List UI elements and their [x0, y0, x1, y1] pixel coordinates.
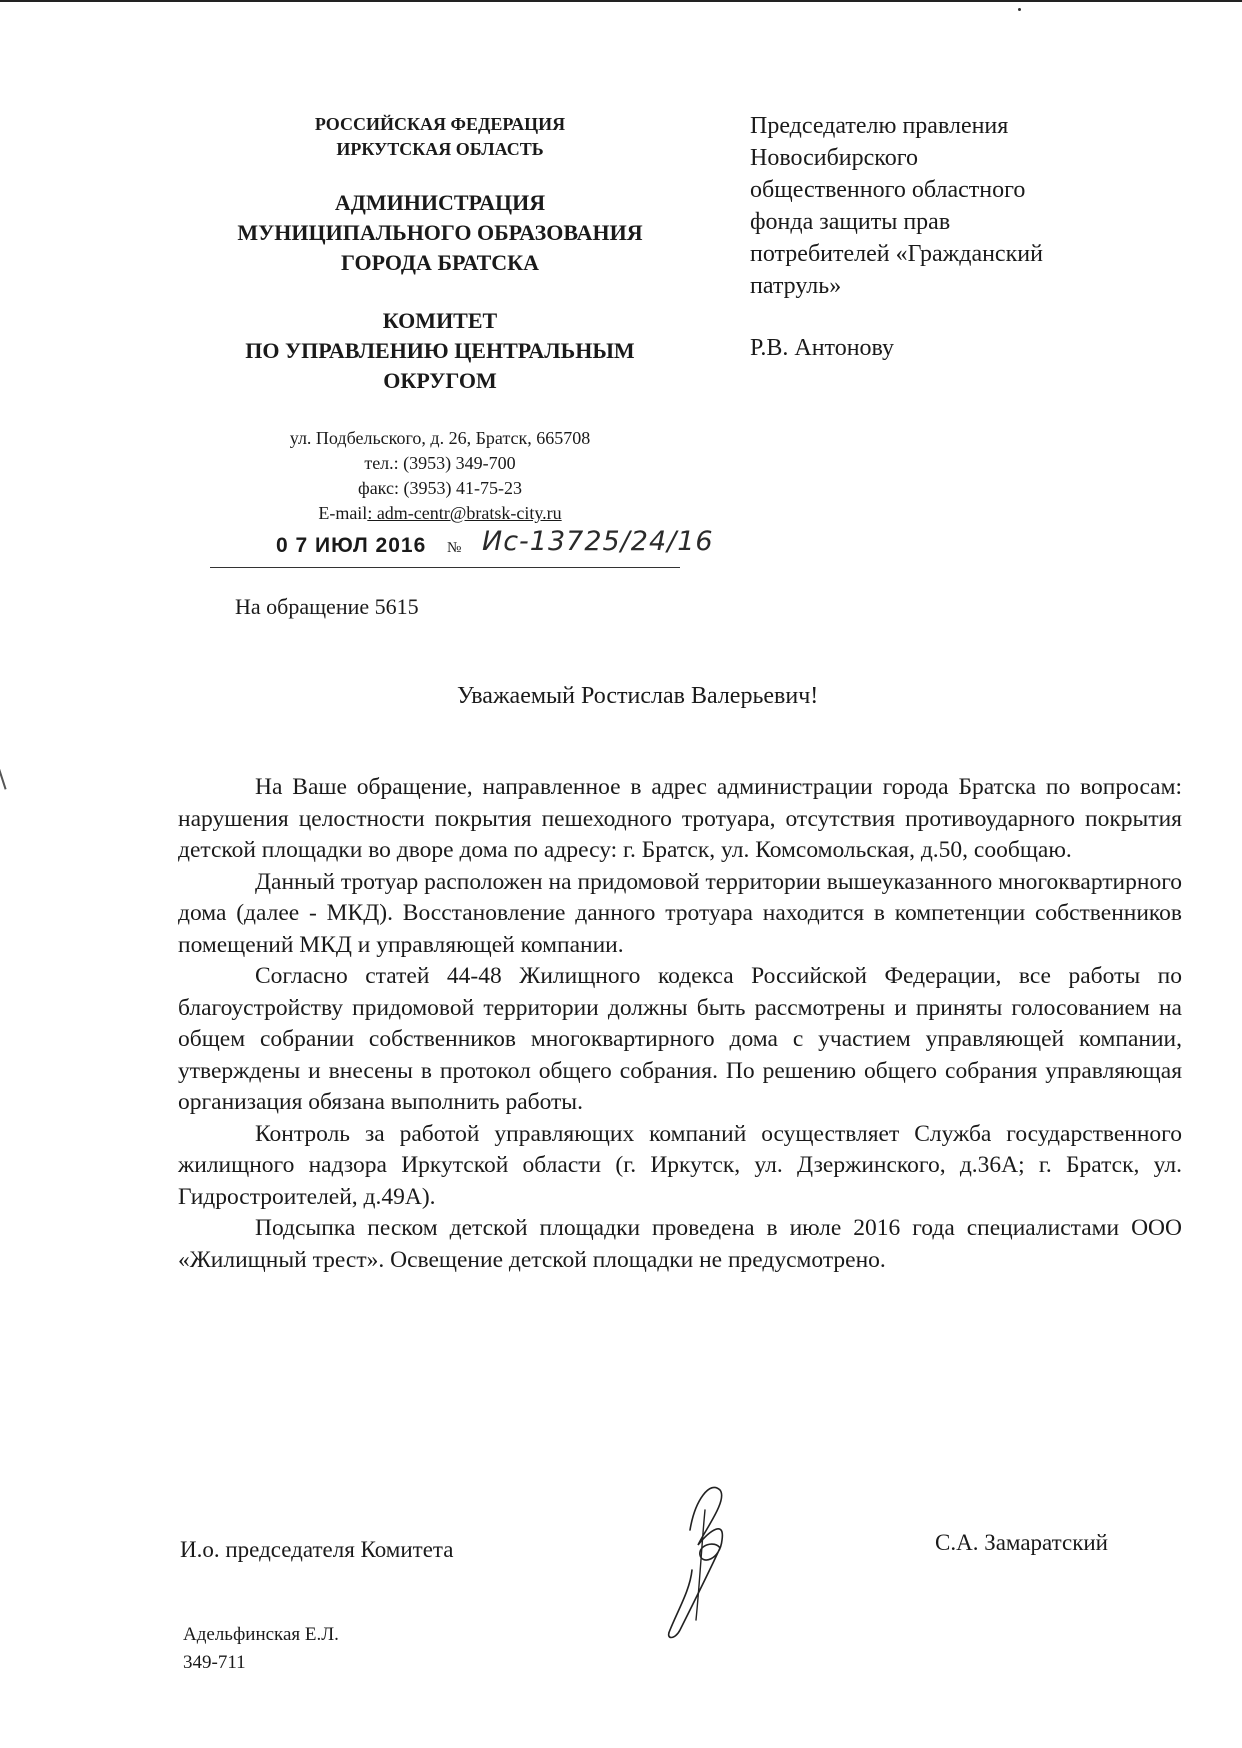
- executor-phone: 349-711: [183, 1652, 246, 1673]
- reference-line: На обращение 5615: [235, 594, 419, 619]
- committee-line-2: ПО УПРАВЛЕНИЮ ЦЕНТРАЛЬНЫМ: [245, 338, 635, 363]
- registration-date-stamp: 0 7 ИЮЛ 2016: [276, 534, 427, 557]
- handwritten-signature: [650, 1470, 760, 1650]
- addressee-block: [750, 110, 1190, 364]
- sender-admin-line-1: АДМИНИСТРАЦИЯ: [334, 190, 546, 215]
- addressee-name: Р.В. Антонову: [750, 335, 895, 361]
- sender-admin-line-3: ГОРОДА БРАТСКА: [341, 250, 539, 275]
- committee-line-3: ОКРУГОМ: [383, 368, 497, 393]
- email-address: : adm-centr@bratsk-city.ru: [367, 503, 562, 523]
- letter-body: [178, 772, 1182, 1276]
- executor-block: [183, 1621, 339, 1677]
- registration-rule: [210, 567, 680, 568]
- sender-block: [180, 112, 700, 526]
- registration-number-label: №: [447, 540, 462, 556]
- contacts: [180, 426, 700, 526]
- addressee-line: патруль»: [750, 273, 842, 299]
- sender-phone: тел.: (3953) 349-700: [364, 453, 516, 473]
- body-paragraph: Подсыпка песком детской площадки проведена в июле 2016 года специалистами ООО «Жилищный трест». Освещение детской площадки не предусмотрено.: [178, 1215, 1182, 1273]
- signatory-title: И.о. председателя Комитета: [180, 1537, 454, 1562]
- body-paragraph: Данный тротуар расположен на придомовой территории вышеуказанного многоквартирного дома (далее - МКД). Восстановление данного тротуара находится в компетенции собственников помещений МКД и управляющей компании.: [178, 868, 1182, 958]
- registration-line: [210, 526, 714, 574]
- addressee-line: фонда защиты прав: [750, 209, 951, 235]
- sender-email-line: [180, 501, 700, 526]
- signatory-name: С.А. Замаратский: [935, 1530, 1108, 1555]
- committee-line-1: КОМИТЕТ: [382, 308, 498, 333]
- email-label: E-mail: [318, 503, 368, 523]
- addressee-line: Председателю правления: [750, 113, 1009, 139]
- sender-address: ул. Подбельского, д. 26, Братск, 665708: [289, 428, 591, 448]
- registration-number: Ис-13725/24/16: [482, 526, 714, 557]
- scan-edge-mark: [0, 760, 7, 789]
- greeting: Уважаемый Ростислав Валерьевич!: [457, 683, 819, 709]
- addressee-line: Новосибирского: [750, 145, 918, 171]
- scan-speck: [1018, 8, 1021, 11]
- sender-fax: факс: (3953) 41-75-23: [358, 478, 522, 498]
- body-paragraph: Контроль за работой управляющих компаний осуществляет Служба государственного жилищного надзора Иркутской области (г. Иркутск, ул. Дзержинского, д.36А; г. Братск, ул. Гидростроителей, д.49А).: [178, 1120, 1182, 1210]
- addressee-line: потребителей «Гражданский: [750, 241, 1043, 267]
- sender-country: РОССИЙСКАЯ ФЕДЕРАЦИЯ: [314, 114, 566, 134]
- body-paragraph: На Ваше обращение, направленное в адрес администрации города Братска по вопросам: нарушения целостности покрытия пешеходного тротуара, отсутствия противоударного покрытия детской площадки во дворе дома по адресу: г. Братск, ул. Комсомольская, д.50, сообщаю.: [178, 774, 1182, 863]
- sender-admin-line-2: МУНИЦИПАЛЬНОГО ОБРАЗОВАНИЯ: [237, 220, 643, 245]
- addressee-line: общественного областного: [750, 177, 1026, 203]
- body-paragraph: Согласно статей 44-48 Жилищного кодекса Российской Федерации, все работы по благоустройству придомовой территории должны быть рассмотрены и приняты голосованием на общем собрании собственников многоквартирного дома с участием управляющей компании, утверждены и внесены в протокол общего собрания. По решению общего собрания управляющая организация обязана выполнить работы.: [178, 963, 1182, 1115]
- scan-top-edge: [0, 0, 1242, 2]
- sender-region: ИРКУТСКАЯ ОБЛАСТЬ: [336, 139, 544, 159]
- executor-name: Адельфинская Е.Л.: [183, 1624, 339, 1645]
